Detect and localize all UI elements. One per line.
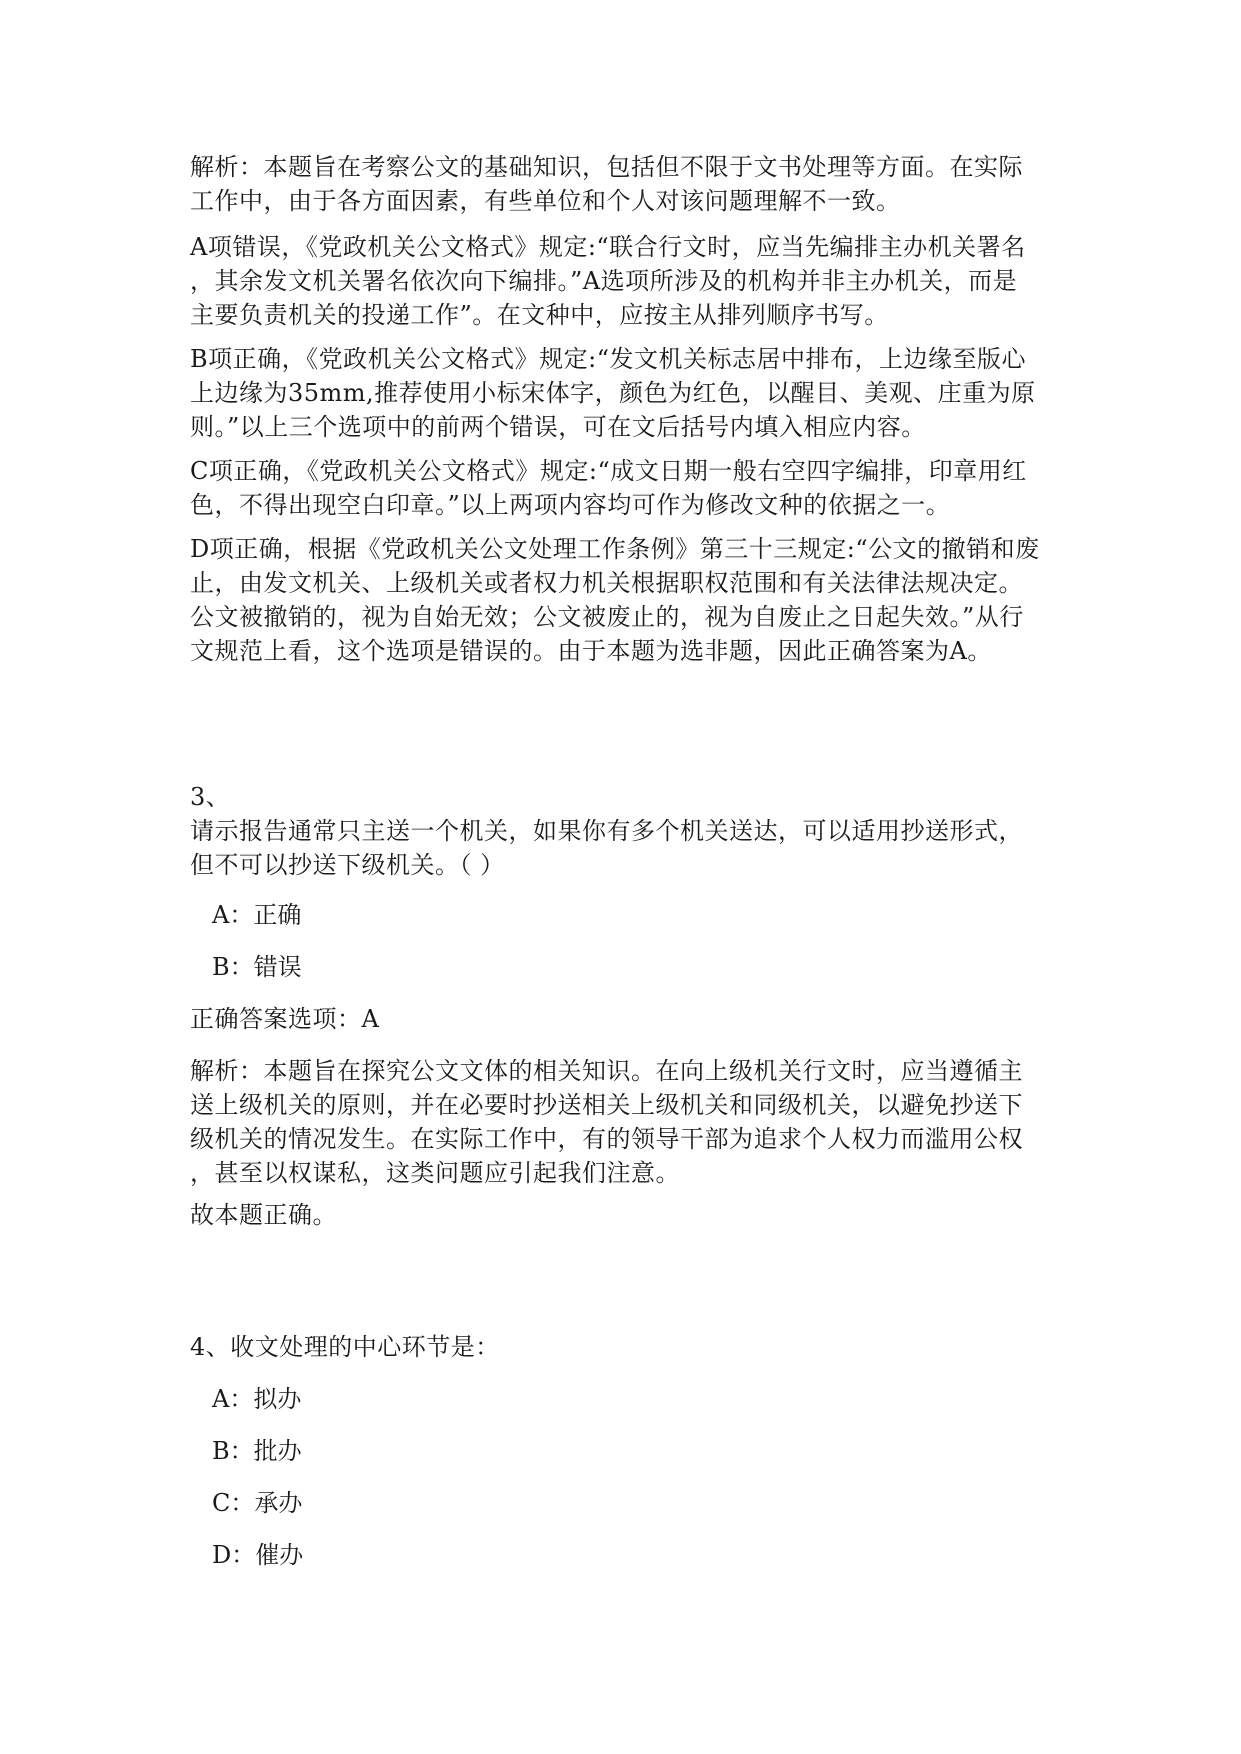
text-line: C项正确，《党政机关公文格式》规定:“成文日期一般右空四字编排，印章用红 (190, 457, 1027, 485)
text-line: 请示报告通常只主送一个机关，如果你有多个机关送达，可以适用抄送形式， (190, 817, 1023, 845)
q4-option-a: A：拟办 (212, 1385, 302, 1413)
q4-option-b: B：批办 (212, 1437, 302, 1465)
text-line: ，甚至以权谋私，这类问题应引起我们注意。 (190, 1159, 680, 1187)
text-line: 文规范上看，这个选项是错误的。由于本题为选非题，因此正确答案为A。 (190, 637, 992, 665)
q2-analysis-intro (190, 150, 1050, 218)
q3-conclusion: 故本题正确。 (190, 1201, 337, 1229)
text-line: 解析：本题旨在考察公文的基础知识，包括但不限于文书处理等方面。在实际 (190, 153, 1023, 181)
text-line: 止，由发文机关、上级机关或者权力机关根据职权范围和有关法律法规决定。 (190, 569, 1023, 597)
text-line: 工作中，由于各方面因素，有些单位和个人对该问题理解不一致。 (190, 187, 901, 215)
text-line: 解析：本题旨在探究公文文体的相关知识。在向上级机关行文时，应当遵循主 (190, 1057, 1023, 1085)
q2-analysis-option-c (190, 454, 1050, 522)
text-line: 则。”以上三个选项中的前两个错误，可在文后括号内填入相应内容。 (190, 413, 926, 441)
q2-analysis-option-b (190, 342, 1050, 444)
q3-option-b: B：错误 (212, 953, 302, 981)
q3-answer: 正确答案选项：A (190, 1005, 380, 1033)
q4-question: 4、收文处理的中心环节是： (190, 1333, 500, 1361)
text-line: 但不可以抄送下级机关。（ ） (190, 851, 505, 879)
q4-option-d: D：催办 (212, 1541, 304, 1569)
text-line: A项错误，《党政机关公文格式》规定:“联合行文时，应当先编排主办机关署名 (190, 233, 1026, 261)
text-line: 主要负责机关的投递工作”。在文种中，应按主从排列顺序书写。 (190, 301, 889, 329)
text-line: 公文被撤销的，视为自始无效；公文被废止的，视为自废止之日起失效。”从行 (190, 603, 1024, 631)
text-line: B项正确，《党政机关公文格式》规定:“发文机关标志居中排布，上边缘至版心 (190, 345, 1026, 373)
text-line: 上边缘为35mm,推荐使用小标宋体字，颜色为红色，以醒目、美观、庄重为原 (190, 379, 1036, 407)
text-line: 级机关的情况发生。在实际工作中，有的领导干部为追求个人权力而滥用公权 (190, 1125, 1023, 1153)
q3-analysis (190, 1054, 1050, 1190)
q3-option-a: A：正确 (212, 901, 302, 929)
q2-analysis-option-d (190, 532, 1050, 668)
text-line: 送上级机关的原则，并在必要时抄送相关上级机关和同级机关，以避免抄送下 (190, 1091, 1023, 1119)
q2-analysis-option-a (190, 230, 1050, 332)
text-line: ，其余发文机关署名依次向下编排。”A选项所涉及的机构并非主办机关，而是 (190, 267, 1018, 295)
text-line: D项正确，根据《党政机关公文处理工作条例》第三十三规定:“公文的撤销和废 (190, 535, 1040, 563)
q3-question (190, 814, 1050, 882)
q3-number: 3、 (190, 783, 231, 811)
text-line: 色，不得出现空白印章。”以上两项内容均可作为修改文种的依据之一。 (190, 491, 951, 519)
q4-option-c: C：承办 (212, 1489, 303, 1517)
